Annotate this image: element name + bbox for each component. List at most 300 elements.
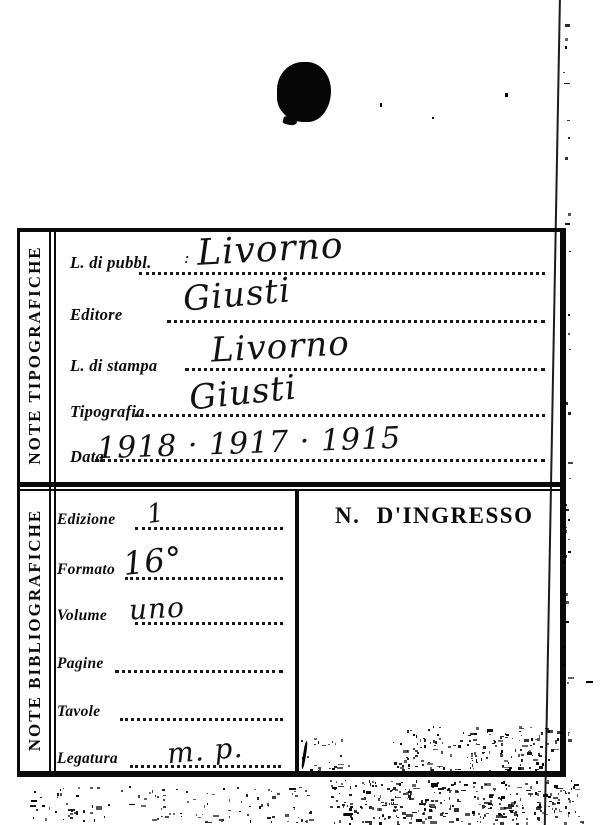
scan-speck [403,793,407,795]
scan-speck [449,808,451,809]
scan-speck [566,509,569,511]
scan-speck [375,782,376,783]
scan-speck [407,798,409,799]
scan-speck [461,790,467,791]
scan-speck [372,785,374,787]
scan-speck [524,739,529,742]
scan-speck [63,788,64,789]
scan-speck [565,793,568,794]
scan-speck [433,726,434,728]
scan-speck [330,806,333,808]
scan-speck [586,681,593,683]
scan-speck [452,805,454,807]
scan-speck [277,793,280,795]
scan-speck [475,755,477,757]
scan-speck [375,785,377,787]
scan-speck [318,741,319,744]
scan-speck [380,103,382,107]
scan-speck [336,781,337,783]
scan-speck [223,819,224,820]
section-divider-thick [17,482,566,487]
scan-speck [34,791,36,793]
scan-speck [548,759,550,761]
scan-speck [459,801,461,803]
scan-speck [350,786,351,788]
scan-speck [517,814,518,817]
scan-speck [568,814,569,817]
scan-speck [548,806,550,807]
scan-speck [393,742,394,744]
scan-speck [565,504,567,506]
scan-speck [540,746,543,748]
scan-speck [482,805,484,807]
scan-speck [535,792,538,795]
scan-speck [161,816,163,817]
scan-speck [345,780,346,781]
scan-speck [334,766,337,769]
scan-speck [318,767,321,769]
scan-speck [424,808,426,810]
scan-speck [453,745,456,746]
handwritten-value-volume: uno [128,590,186,627]
scan-speck [416,780,417,782]
scan-speck [563,664,566,665]
scan-speck [250,820,251,823]
scan-speck [272,816,274,818]
scan-speck [455,769,457,771]
scan-speck [450,769,452,771]
scan-speck [257,797,259,800]
scan-speck [528,793,533,795]
scan-speck [493,788,495,791]
scan-speck [394,806,397,808]
scan-speck [400,743,403,745]
scan-speck [374,795,375,797]
handwritten-value-edizione: 1 [144,497,167,531]
scan-speck [548,796,550,798]
scan-speck [542,812,544,815]
scan-speck [569,800,571,803]
scan-speck [268,805,270,807]
label-column-rule-inner [54,228,56,777]
scan-speck [397,766,399,768]
scan-speck [141,805,146,807]
scan-speck [428,762,430,764]
scan-speck [205,821,208,822]
scan-speck [294,808,295,809]
scan-speck [437,734,439,736]
scan-speck [449,797,451,800]
scan-speck [530,727,532,728]
scan-speck [363,792,364,793]
scan-speck [298,817,300,818]
scan-speck [510,812,516,813]
scan-speck [369,806,371,809]
scan-speck [349,794,352,796]
scan-speck [499,803,501,806]
scan-speck [467,744,469,746]
scan-speck [307,756,309,758]
scan-speck [476,762,477,764]
scan-speck [427,763,434,765]
scan-speck [382,814,384,816]
scan-speck [417,752,419,754]
scan-speck [403,750,409,753]
scan-speck [339,793,340,794]
scan-speck [575,789,580,791]
scan-speck [525,783,528,784]
scan-speck [445,813,448,815]
scan-speck [425,799,429,801]
scan-speck [181,816,183,818]
scan-speck [169,813,171,815]
scan-speck [366,791,371,794]
scan-speck [66,803,68,805]
dotted-line [120,718,283,721]
scan-speck [454,808,458,811]
scan-speck [557,802,560,804]
scan-speck [207,803,208,805]
scan-speck [568,812,570,814]
scan-speck [472,760,473,761]
scan-speck [503,813,505,815]
scan-speck [440,813,443,816]
scan-speck [504,760,507,763]
scan-speck [546,814,548,815]
scan-speck [380,795,382,798]
scan-speck [198,817,200,818]
catalog-card-frame [17,225,566,777]
scan-speck [501,743,502,746]
scan-speck [533,743,535,745]
field-label-tavole: Tavole [57,703,101,720]
scan-speck [480,816,481,818]
scan-speck [70,817,72,819]
scan-speck [521,735,523,736]
scan-speck [335,743,336,745]
scan-speck [485,806,486,807]
scan-speck [193,799,196,801]
scan-speck [568,739,572,741]
scan-speck [564,83,569,85]
scan-speck [57,793,59,796]
scan-speck [432,117,434,119]
scan-speck [431,800,434,802]
field-label-formato: Formato [57,561,116,578]
scan-speck [536,781,538,783]
handwritten-value-editore: Giusti [181,270,293,320]
scan-speck [318,770,319,773]
scan-speck [76,795,79,797]
scan-speck [213,815,219,817]
scan-speck [271,791,272,792]
scan-speck [572,801,574,803]
scan-speck [565,46,566,49]
field-label-l-di-stampa: L. di stampa [70,356,158,375]
handwritten-value-tipografia: Giusti [187,367,299,419]
scan-speck [484,815,486,817]
scan-speck [520,749,522,751]
scan-speck [459,781,461,783]
scan-speck [425,818,427,821]
scan-speck [568,213,571,216]
scan-speck [337,806,340,808]
field-label-edizione: Edizione [57,511,116,528]
punch-hole-ink-dot [277,62,331,122]
scan-speck [348,765,350,767]
scan-speck [400,767,404,769]
scan-speck [549,801,552,802]
scan-speck [516,805,518,807]
scan-speck [303,760,305,761]
scan-speck [502,736,504,738]
scan-speck [223,788,225,790]
scan-speck [480,821,481,823]
scan-speck [424,745,425,748]
scan-speck [90,812,93,814]
scan-speck [568,412,570,415]
scan-speck [501,799,502,800]
scan-speck [336,800,338,802]
scan-speck [74,812,76,814]
scan-speck [563,610,565,611]
field-label-legatura: Legatura [57,750,118,767]
scan-speck [539,735,540,738]
scan-speck [204,805,205,808]
field-label-editore: Editore [70,305,123,324]
scan-speck [407,730,409,733]
scan-speck [465,813,470,816]
scan-speck [339,820,341,823]
scan-speck [162,789,165,791]
scan-speck [45,818,47,820]
scan-speck [272,796,276,799]
scan-speck [516,818,518,820]
scan-speck [369,780,370,783]
scan-speck [526,790,531,791]
scan-speck [517,787,522,788]
scan-speck [437,782,439,784]
scan-speck [505,93,508,97]
field-label-data: Data [70,447,105,466]
scan-speck [526,818,529,820]
scan-speck [464,784,468,786]
scan-speck [565,530,567,533]
scan-speck [40,797,42,798]
scan-speck [163,806,165,808]
scan-speck [176,789,178,790]
scan-speck [413,757,416,758]
scan-speck [83,810,84,813]
scan-speck [60,789,61,790]
scan-speck [538,791,541,792]
scan-speck [526,822,528,824]
scan-speck [521,759,523,762]
scan-speck [157,796,159,798]
scan-speck [538,753,540,756]
scan-speck [104,816,105,818]
scan-speck [562,621,569,623]
scan-speck [289,788,296,790]
scan-speck [545,728,548,729]
scan-speck [314,744,316,746]
scan-speck [435,800,437,802]
scan-speck [334,788,335,790]
scan-speck [450,790,452,791]
scan-speck [543,794,547,797]
scan-speck [415,766,418,767]
scan-speck [221,821,223,822]
scan-speck [451,784,454,785]
scan-speck [535,769,536,772]
scan-speck [555,808,557,811]
scan-speck [537,738,539,741]
scan-speck [568,333,570,336]
section-label-note-bibliografiche: NOTE BIBLIOGRAFICHE [25,508,44,752]
scan-speck [568,551,570,553]
scan-speck [396,809,398,811]
scan-speck [482,753,484,754]
scan-speck [152,819,157,820]
scan-speck [334,822,336,824]
scan-speck [322,745,325,746]
scan-speck [229,799,230,802]
scan-speck [484,802,490,804]
scan-speck [518,767,521,770]
scan-speck [564,822,567,825]
scan-speck [490,807,492,809]
scan-speck [247,814,249,816]
scan-speck [63,819,64,820]
scan-speck [474,796,475,799]
scan-speck [415,755,419,758]
scan-speck [92,805,93,808]
scan-speck [341,783,343,785]
scan-speck [422,813,425,815]
scan-speck [512,819,514,820]
scan-speck [450,754,452,756]
scan-speck [537,817,540,820]
scan-speck [314,765,317,766]
scan-speck [481,758,483,760]
scan-speck [557,731,563,734]
scan-speck [449,821,454,823]
scan-speck [389,803,390,805]
scan-speck [430,742,431,744]
scan-speck [563,593,568,596]
scan-speck [417,743,418,745]
scan-speck [229,816,231,818]
scan-speck [268,789,271,791]
scan-speck [534,812,536,815]
scan-speck [492,804,494,806]
scan-speck [472,811,475,814]
scan-speck [500,736,502,739]
scan-speck [443,816,446,817]
scan-speck [70,813,72,815]
scan-speck [391,781,393,782]
scan-speck [399,783,402,786]
scan-speck [129,786,131,787]
scan-speck [555,740,557,743]
handwritten-value-l-di-stampa: Livorno [210,323,351,371]
scan-speck [305,790,307,791]
scan-speck [516,793,518,795]
scan-speck [530,745,532,747]
scan-speck [163,799,165,801]
scan-speck [430,821,437,824]
scan-speck [78,787,80,789]
scan-speck [292,793,294,795]
scan-speck [531,738,533,741]
scan-speck [384,818,386,820]
scan-speck [498,740,503,742]
scan-speck [569,251,571,252]
scan-speck [567,120,570,121]
scan-speck [307,795,310,796]
scan-speck [489,751,490,754]
scan-speck [565,806,568,809]
scan-speck [249,806,251,807]
scan-speck [541,732,543,735]
scan-speck [505,784,507,786]
scan-speck [508,762,509,763]
scan-speck [228,810,231,811]
scan-speck [388,816,391,818]
scan-speck [416,819,423,822]
scan-speck [582,822,584,824]
scan-speck [378,798,380,801]
scan-speck [355,785,357,787]
scan-speck [518,754,520,757]
scan-speck [565,38,567,41]
scan-speck [571,780,572,781]
scan-speck [392,804,397,805]
scan-speck [97,787,100,789]
scan-speck [357,812,360,814]
scan-speck [568,519,570,521]
scan-speck [295,795,298,797]
scan-speck [477,821,479,823]
scan-speck [402,769,405,770]
scan-speck [463,732,464,734]
scan-speck [514,801,517,804]
scan-speck [578,816,579,817]
scan-speck [301,740,302,742]
scan-speck [458,769,461,770]
scan-speck [424,804,425,805]
scan-speck [477,797,479,800]
scan-speck [563,646,566,648]
scan-speck [529,767,531,769]
dotted-line [167,320,545,323]
scan-speck [568,677,574,679]
scan-speck [365,804,368,806]
scan-speck [522,812,525,813]
scan-speck [412,784,415,786]
scan-speck [332,741,333,743]
scan-speck [568,733,570,736]
scan-speck [413,734,415,736]
scan-speck [155,795,156,797]
handwritten-value-formato: 16° [121,538,185,584]
scan-speck [180,813,183,814]
scan-speck [294,791,295,792]
scan-speck [287,821,289,822]
scan-speck [519,740,521,741]
scan-speck [520,798,521,801]
scan-speck [351,818,354,820]
